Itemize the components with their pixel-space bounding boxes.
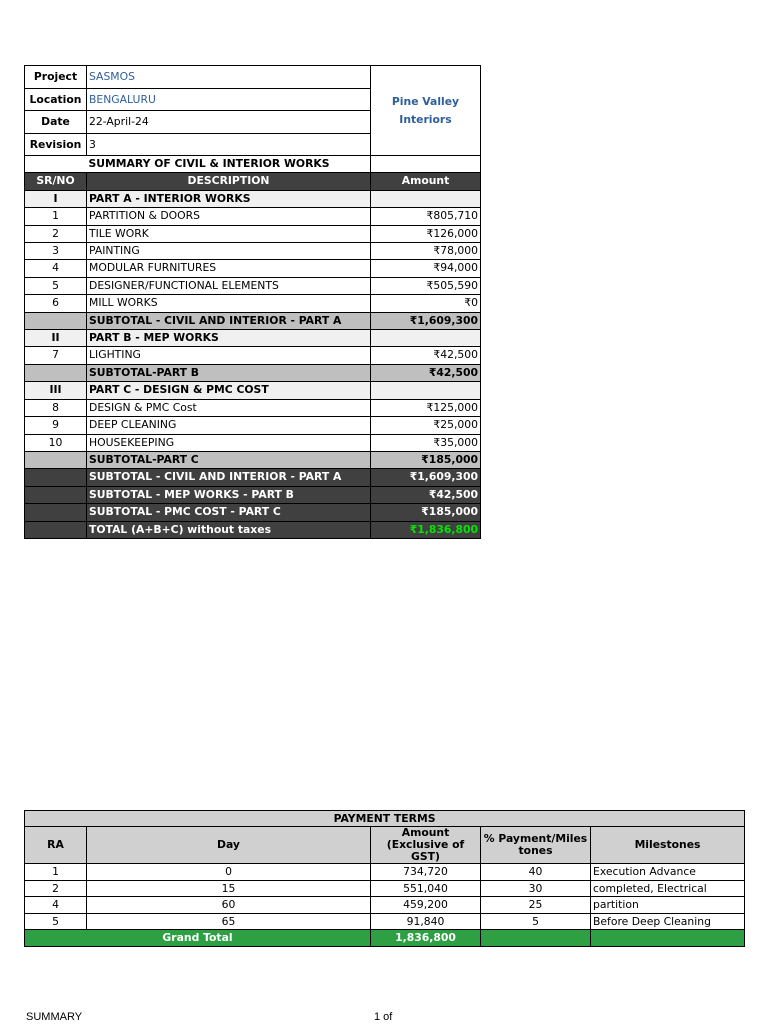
payment-terms-table xyxy=(24,810,745,947)
subtotal-a-amount[interactable]: ₹1,609,300 xyxy=(371,312,481,329)
row-sr: 8 xyxy=(25,399,87,416)
row-amount[interactable]: ₹94,000 xyxy=(371,260,481,277)
row-desc[interactable]: MODULAR FURNITURES xyxy=(87,260,371,277)
subtotal-a-label: SUBTOTAL - CIVIL AND INTERIOR - PART A xyxy=(87,312,371,329)
grand-total-amount[interactable]: ₹1,836,800 xyxy=(371,521,481,538)
payment-day[interactable]: 0 xyxy=(87,864,371,881)
summary-title-blank xyxy=(371,156,481,173)
payment-ra: 5 xyxy=(25,913,87,930)
payment-amount[interactable]: 91,840 xyxy=(371,913,481,930)
row-sr: 1 xyxy=(25,208,87,225)
total-b-amount[interactable]: ₹42,500 xyxy=(371,486,481,503)
grand-total-label: TOTAL (A+B+C) without taxes xyxy=(87,521,371,538)
summary-title: SUMMARY OF CIVIL & INTERIOR WORKS xyxy=(87,156,371,173)
grand-total-blank xyxy=(481,930,591,947)
revision-value[interactable]: 3 xyxy=(87,133,371,156)
grand-total-value[interactable]: 1,836,800 xyxy=(371,930,481,947)
row-amount[interactable]: ₹42,500 xyxy=(371,347,481,364)
row-desc[interactable]: HOUSEKEEPING xyxy=(87,434,371,451)
row-desc[interactable]: LIGHTING xyxy=(87,347,371,364)
subtotal-b-amount[interactable]: ₹42,500 xyxy=(371,364,481,381)
row-sr: 10 xyxy=(25,434,87,451)
total-blank xyxy=(25,521,87,538)
row-amount[interactable]: ₹35,000 xyxy=(371,434,481,451)
table-row xyxy=(25,347,481,364)
part-a-roman: I xyxy=(25,190,87,207)
row-desc[interactable]: DESIGN & PMC Cost xyxy=(87,399,371,416)
row-amount[interactable]: ₹805,710 xyxy=(371,208,481,225)
part-b-title: PART B - MEP WORKS xyxy=(87,330,371,347)
part-a-title: PART A - INTERIOR WORKS xyxy=(87,190,371,207)
table-row xyxy=(25,434,481,451)
row-sr: 3 xyxy=(25,243,87,260)
col-sr-header: SR/NO xyxy=(25,173,87,190)
subtotal-c-amount[interactable]: ₹185,000 xyxy=(371,451,481,468)
row-amount[interactable]: ₹125,000 xyxy=(371,399,481,416)
table-row xyxy=(25,864,745,881)
part-a-blank xyxy=(371,190,481,207)
col-milestones-header: Milestones xyxy=(591,827,745,864)
col-desc-header: DESCRIPTION xyxy=(87,173,371,190)
part-b-blank xyxy=(371,330,481,347)
subtotal-c-label: SUBTOTAL-PART C xyxy=(87,451,371,468)
col-amount-gst-header: Amount (Exclusive of GST) xyxy=(371,827,481,864)
row-sr: 6 xyxy=(25,295,87,312)
row-desc[interactable]: DEEP CLEANING xyxy=(87,417,371,434)
location-value[interactable]: BENGALURU xyxy=(87,88,371,111)
col-day-header: Day xyxy=(87,827,371,864)
table-row xyxy=(25,208,481,225)
payment-terms-title: PAYMENT TERMS xyxy=(25,811,745,827)
table-row xyxy=(25,399,481,416)
grand-total-label: Grand Total xyxy=(25,930,371,947)
brand-name: Pine Valley Interiors xyxy=(371,66,481,156)
payment-milestone[interactable]: completed, Electrical xyxy=(591,880,745,897)
payment-milestone[interactable]: partition xyxy=(591,897,745,914)
date-value[interactable]: 22-April-24 xyxy=(87,111,371,134)
payment-milestone[interactable]: Execution Advance xyxy=(591,864,745,881)
row-amount[interactable]: ₹126,000 xyxy=(371,225,481,242)
table-row xyxy=(25,295,481,312)
subtotal-c-blank xyxy=(25,451,87,468)
row-amount[interactable]: ₹78,000 xyxy=(371,243,481,260)
date-label: Date xyxy=(25,111,87,134)
total-a-amount[interactable]: ₹1,609,300 xyxy=(371,469,481,486)
table-row xyxy=(25,225,481,242)
total-b-label: SUBTOTAL - MEP WORKS - PART B xyxy=(87,486,371,503)
row-desc[interactable]: MILL WORKS xyxy=(87,295,371,312)
payment-ra: 4 xyxy=(25,897,87,914)
project-label: Project xyxy=(25,66,87,89)
table-row xyxy=(25,260,481,277)
total-blank xyxy=(25,504,87,521)
project-value[interactable]: SASMOS xyxy=(87,66,371,89)
subtotal-a-blank xyxy=(25,312,87,329)
table-row xyxy=(25,417,481,434)
row-sr: 5 xyxy=(25,277,87,294)
total-a-label: SUBTOTAL - CIVIL AND INTERIOR - PART A xyxy=(87,469,371,486)
row-desc[interactable]: DESIGNER/FUNCTIONAL ELEMENTS xyxy=(87,277,371,294)
total-c-label: SUBTOTAL - PMC COST - PART C xyxy=(87,504,371,521)
row-sr: 9 xyxy=(25,417,87,434)
payment-pct[interactable]: 25 xyxy=(481,897,591,914)
payment-amount[interactable]: 734,720 xyxy=(371,864,481,881)
total-blank xyxy=(25,469,87,486)
payment-milestone[interactable]: Before Deep Cleaning xyxy=(591,913,745,930)
payment-ra: 1 xyxy=(25,864,87,881)
table-row xyxy=(25,277,481,294)
col-pct-header: % Payment/Milestones xyxy=(481,827,591,864)
row-sr: 7 xyxy=(25,347,87,364)
payment-pct[interactable]: 30 xyxy=(481,880,591,897)
revision-label: Revision xyxy=(25,133,87,156)
grand-total-blank xyxy=(591,930,745,947)
row-sr: 4 xyxy=(25,260,87,277)
row-sr: 2 xyxy=(25,225,87,242)
payment-amount[interactable]: 551,040 xyxy=(371,880,481,897)
payment-amount[interactable]: 459,200 xyxy=(371,897,481,914)
row-desc[interactable]: PARTITION & DOORS xyxy=(87,208,371,225)
row-amount[interactable]: ₹505,590 xyxy=(371,277,481,294)
total-c-amount[interactable]: ₹185,000 xyxy=(371,504,481,521)
table-row xyxy=(25,913,745,930)
payment-day[interactable]: 15 xyxy=(87,880,371,897)
payment-day[interactable]: 60 xyxy=(87,897,371,914)
part-c-blank xyxy=(371,382,481,399)
subtotal-b-label: SUBTOTAL-PART B xyxy=(87,364,371,381)
col-amount-header: Amount xyxy=(371,173,481,190)
summary-title-spacer xyxy=(25,156,87,173)
subtotal-b-blank xyxy=(25,364,87,381)
col-ra-header: RA xyxy=(25,827,87,864)
payment-ra: 2 xyxy=(25,880,87,897)
page-number: 1 of xyxy=(374,1011,393,1023)
total-blank xyxy=(25,486,87,503)
part-c-title: PART C - DESIGN & PMC COST xyxy=(87,382,371,399)
location-label: Location xyxy=(25,88,87,111)
summary-table xyxy=(24,65,481,539)
row-amount[interactable]: ₹0 xyxy=(371,295,481,312)
payment-pct[interactable]: 40 xyxy=(481,864,591,881)
sheet-name: SUMMARY xyxy=(26,1011,83,1023)
row-amount[interactable]: ₹25,000 xyxy=(371,417,481,434)
table-row xyxy=(25,897,745,914)
part-b-roman: II xyxy=(25,330,87,347)
table-row xyxy=(25,243,481,260)
table-row xyxy=(25,880,745,897)
row-desc[interactable]: TILE WORK xyxy=(87,225,371,242)
payment-day[interactable]: 65 xyxy=(87,913,371,930)
payment-pct[interactable]: 5 xyxy=(481,913,591,930)
row-desc[interactable]: PAINTING xyxy=(87,243,371,260)
part-c-roman: III xyxy=(25,382,87,399)
